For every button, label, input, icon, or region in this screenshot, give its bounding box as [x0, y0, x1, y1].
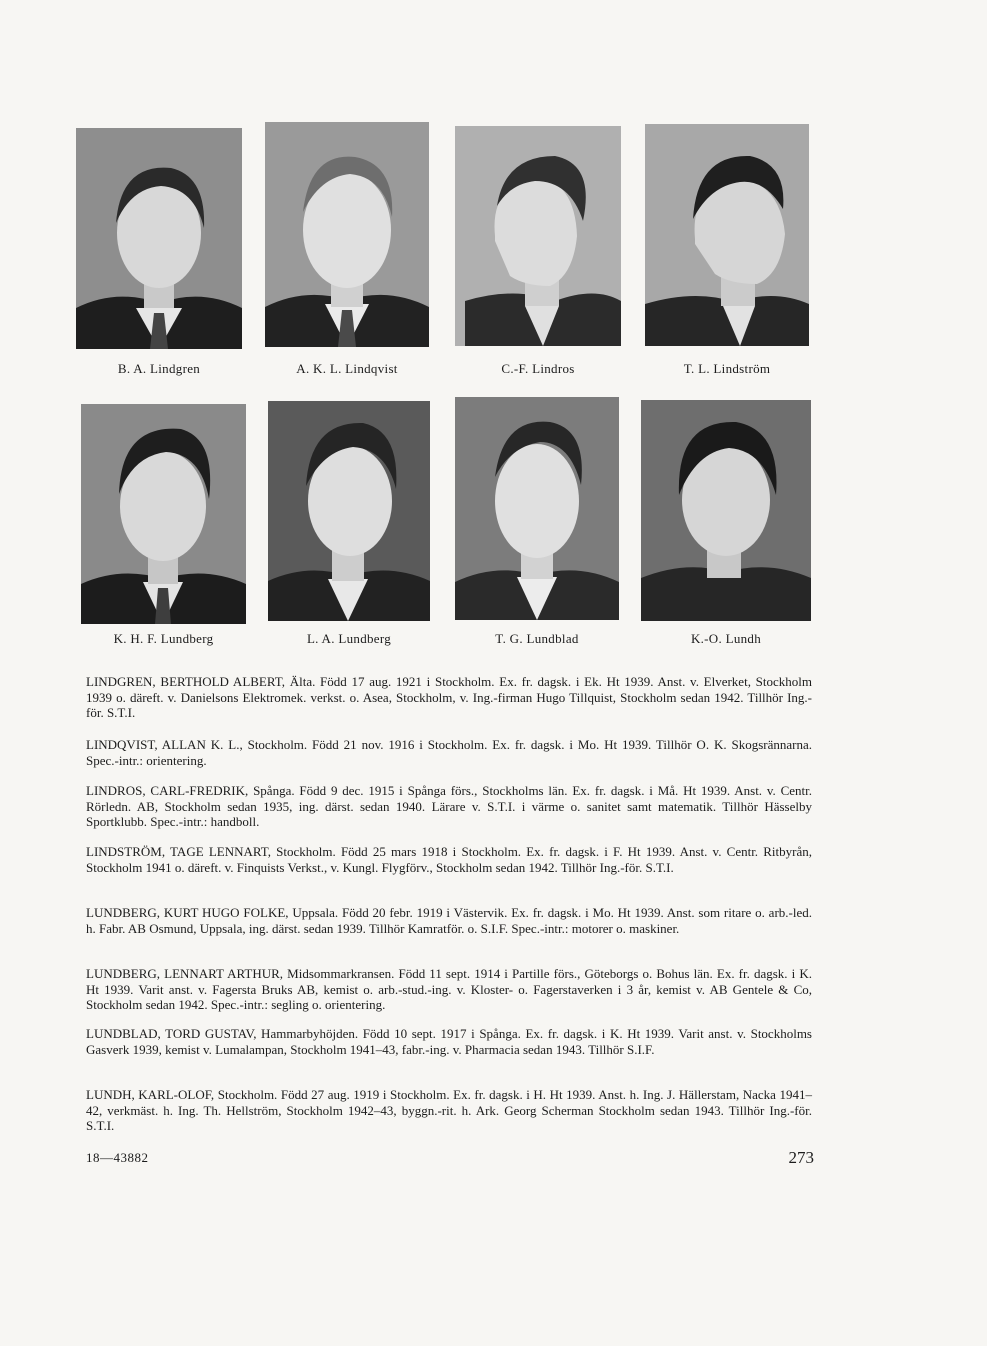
bio-entry-lundblad: LUNDBLAD, TORD GUSTAV, Hammarbyhöjden. Född 10 sept. 1917 i Spånga. Ex. fr. dagsk. i K. Ht 1939. Varit anst. v. Stockholms Gasverk 1939, kemist v. Lumalampan, Stockholm 1941–43, fabr.-ing. v. Pharmacia sedan 1943. Tillhör S.I.F.: [86, 1026, 812, 1057]
bio-entry-lindgren: LINDGREN, BERTHOLD ALBERT, Älta. Född 17 aug. 1921 i Stockholm. Ex. fr. dagsk. i Ek. Ht 1939. Anst. v. Elverket, Stockholm 1939 o. däreft. v. Danielsons Elektromek. verkst. o. Asea, Stockholm, v. Ing.-firman Hugo Tillquist, Stockholm sedan 1942. Tillhör Ing.-för. S.T.I.: [86, 674, 812, 720]
portrait-caption-6: L. A. Lundberg: [306, 631, 392, 646]
page-number: 273: [788, 1148, 814, 1167]
portrait-photo-4: [645, 124, 809, 346]
portrait-photo-1: [76, 128, 242, 349]
bio-entry-lindros: LINDROS, CARL-FREDRIK, Spånga. Född 9 dec. 1915 i Spånga förs., Stockholms län. Ex. fr. dagsk. i Må. Ht 1939. Anst. v. Centr. Rörledn. AB, Stockholm sedan 1935, ing. därst. sedan 1940. Lärare v. S.T.I. i värme o. sanitet samt matematik. Tillhör Hässelby Sportklubb. Spec.-intr.: handboll.: [86, 783, 812, 829]
portrait-photo-5: [81, 404, 246, 624]
bio-entry-lundberg-kurt: LUNDBERG, KURT HUGO FOLKE, Uppsala. Född 20 febr. 1919 i Västervik. Ex. fr. dagsk. i Mo. Ht 1939. Anst. som ritare o. arb.-led. h. Fabr. AB Osmund, Uppsala, ing. därst. sedan 1939. Tillhör Kamratför. o. S.I.F. Spec.-intr.: motorer o. maskiner.: [86, 905, 812, 936]
portrait-photo-3: [455, 126, 621, 346]
portrait-caption-3: C.-F. Lindros: [501, 361, 575, 376]
bio-entry-lundberg-lennart: LUNDBERG, LENNART ARTHUR, Midsommarkransen. Född 11 sept. 1914 i Partille förs., Göteborgs o. Bohus län. Ex. fr. dagsk. i K. Ht 1939. Varit anst. v. Fagersta Bruks AB, kemist o. arb.-stud.-ing. v. Kloster- o. Fagerstaverken i 3 år, kemist v. AB Gentele & Co, Stockholm sedan 1942. Spec.-intr.: segling o. orientering.: [86, 966, 812, 1012]
bio-entry-lundh: LUNDH, KARL-OLOF, Stockholm. Född 27 aug. 1919 i Stockholm. Ex. fr. dagsk. i H. Ht 1939. Anst. h. Ing. J. Hällerstam, Nacka 1941–42, verkmäst. h. Ing. Th. Hellström, Stockholm 1942–43, byggn.-rit. h. Ark. Georg Scherman Stockholm sedan 1943. Tillhör Ing.-för. S.T.I.: [86, 1087, 812, 1133]
portrait-caption-1: B. A. Lindgren: [117, 361, 201, 376]
portrait-photo-6: [268, 401, 430, 621]
bio-entry-lindqvist: LINDQVIST, ALLAN K. L., Stockholm. Född 21 nov. 1916 i Stockholm. Ex. fr. dagsk. i Mo. Ht 1939. Tillhör O. K. Skogsrännarna. Spec.-intr.: orientering.: [86, 737, 812, 768]
bio-entry-lindstrom: LINDSTRÖM, TAGE LENNART, Stockholm. Född 25 mars 1918 i Stockholm. Ex. fr. dagsk. i F. Ht 1939. Anst. v. Centr. Ritbyrån, Stockholm 1941 o. däreft. v. Finquists Verkst., v. Kungl. Flygförv., Stockholm sedan 1942. Tillhör Ing.-för. S.T.I.: [86, 844, 812, 875]
portrait-caption-7: T. G. Lundblad: [495, 631, 579, 646]
portrait-caption-8: K.-O. Lundh: [690, 631, 762, 646]
portrait-photo-2: [265, 122, 429, 347]
portrait-caption-2: A. K. L. Lindqvist: [296, 361, 398, 376]
portrait-caption-4: T. L. Lindström: [683, 361, 771, 376]
portrait-photo-7: [455, 397, 619, 620]
portrait-photo-8: [641, 400, 811, 621]
print-signature: 18—43882: [86, 1150, 149, 1165]
portrait-caption-5: K. H. F. Lundberg: [113, 631, 214, 646]
